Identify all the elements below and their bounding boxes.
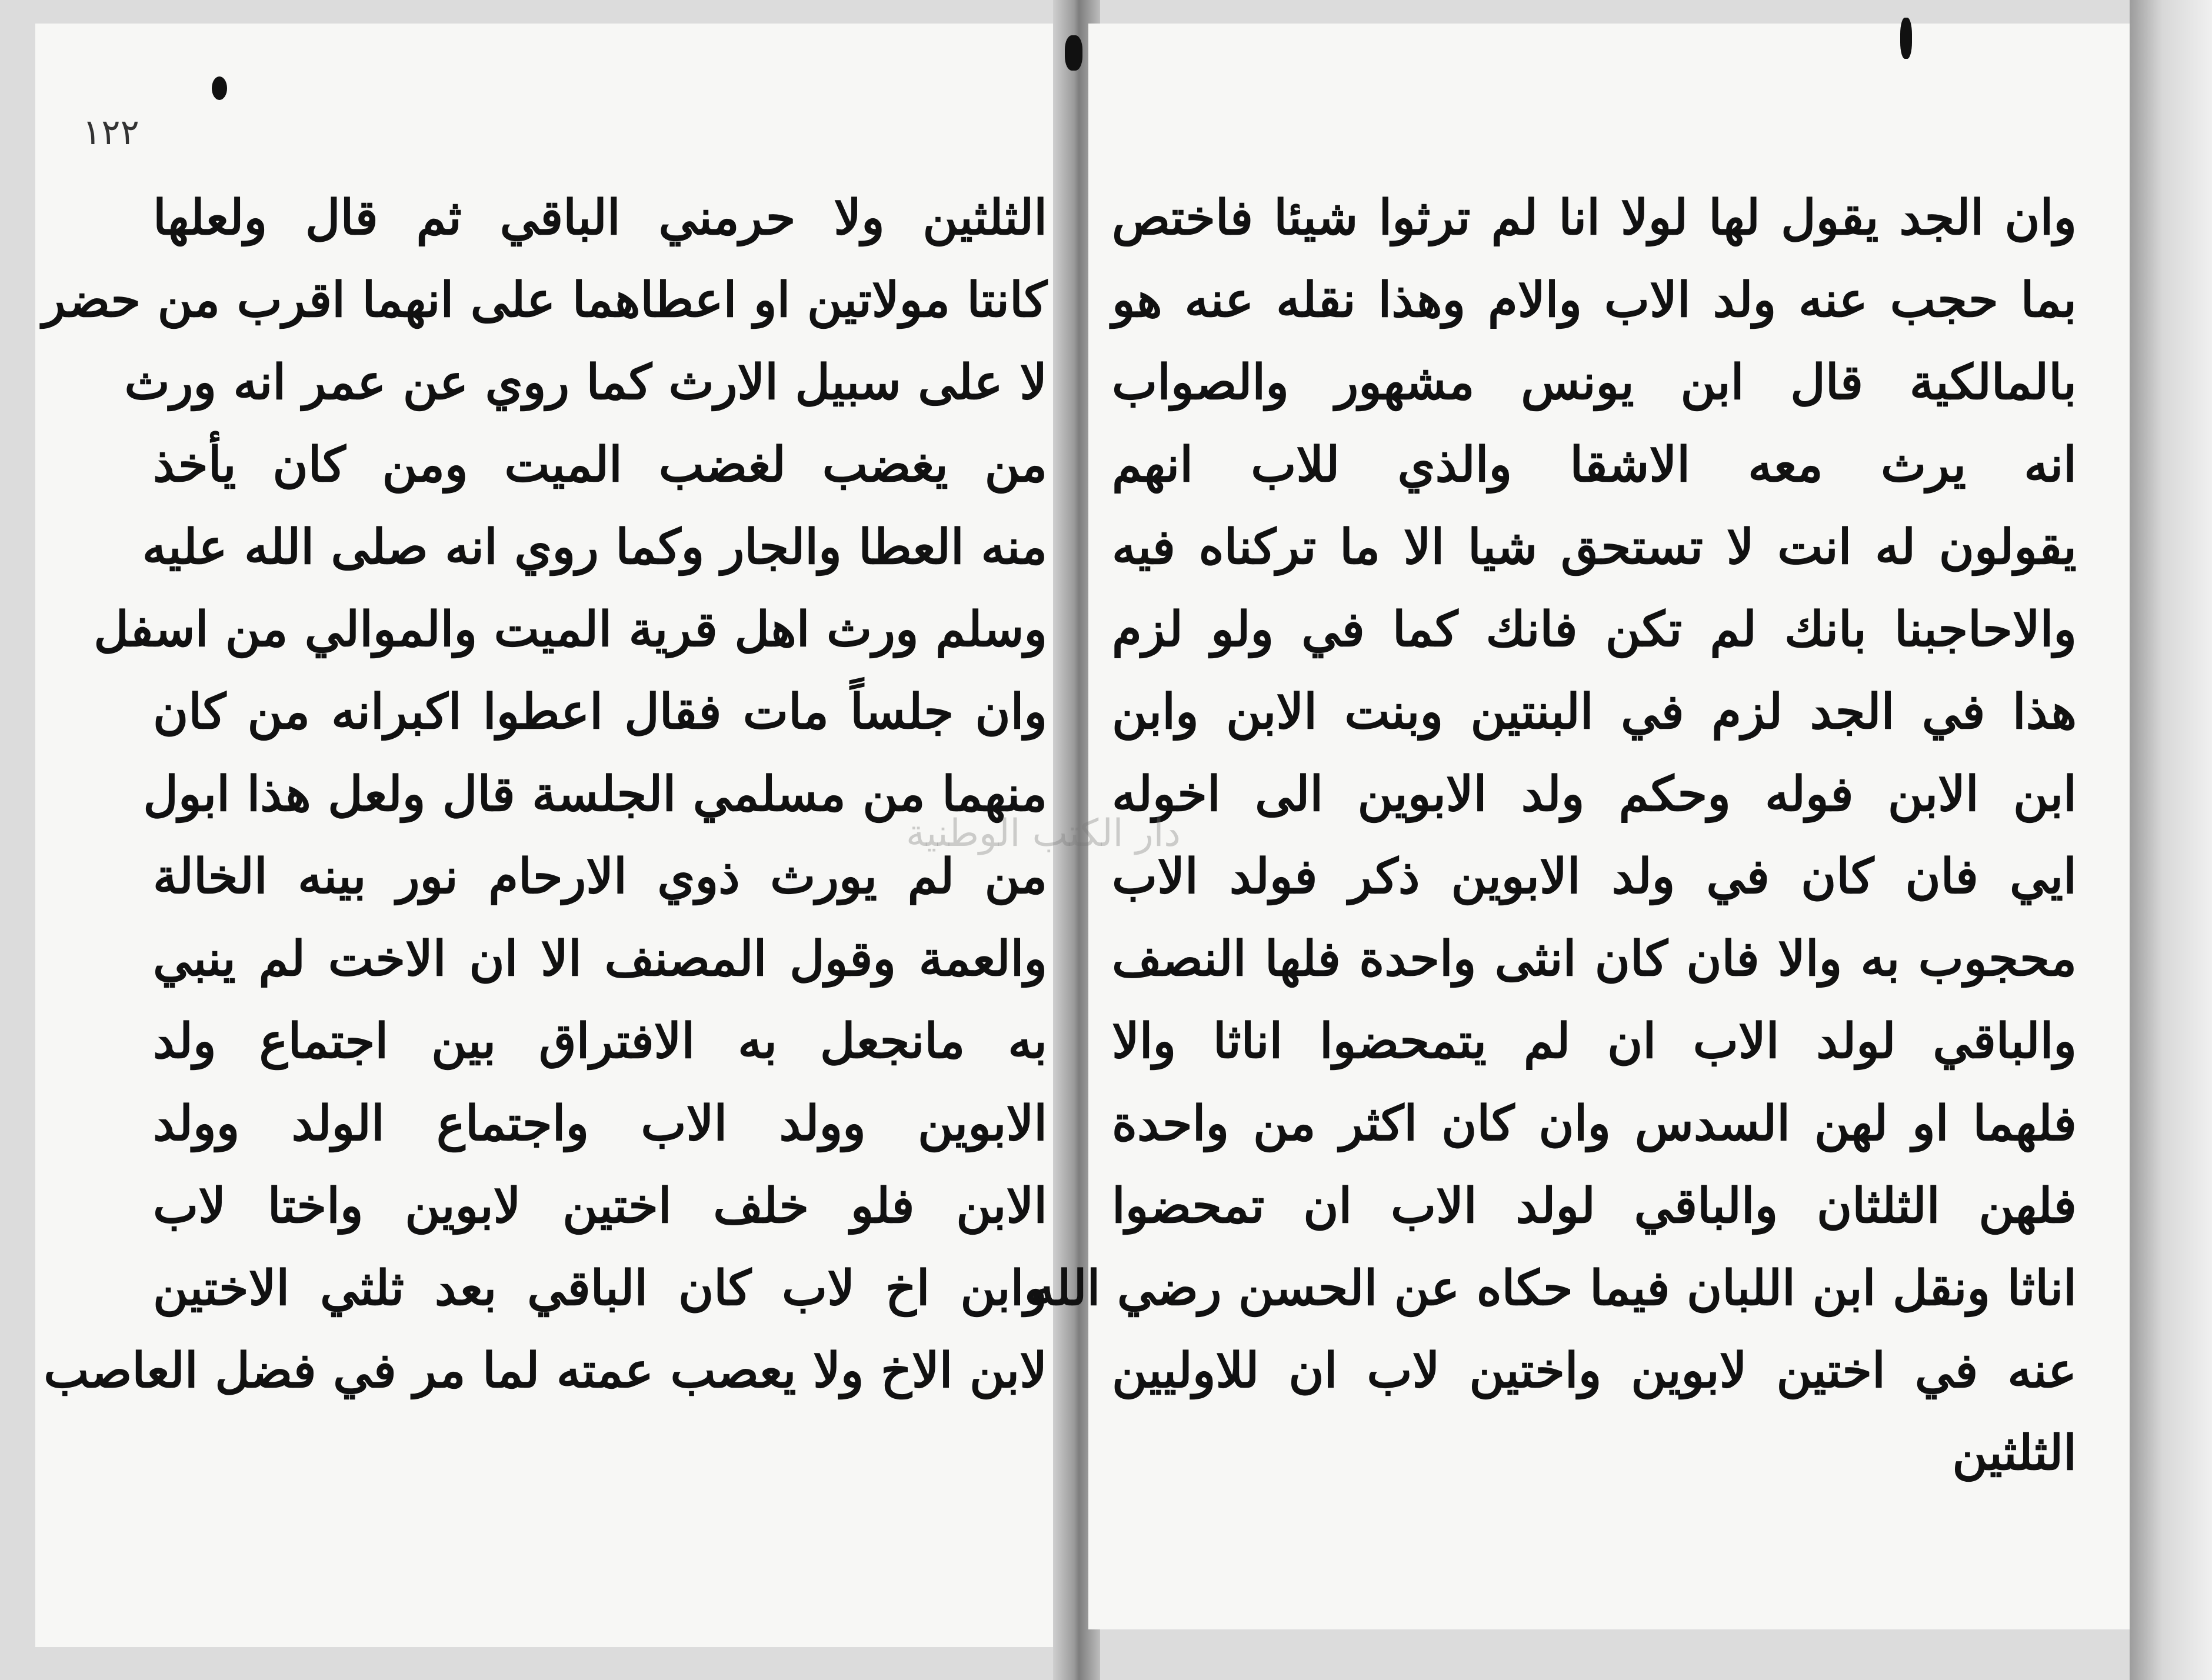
ink-blot <box>1900 18 1912 59</box>
left-line-10: والعمة وقول المصنف الا ان الاخت لم ينبي <box>153 931 1047 987</box>
right-line-15: عنه في اختين لابوين واختين لاب ان للاوليين <box>1112 1342 2077 1399</box>
left-line-13: الابن فلو خلف اختين لابوين واختا لاب <box>153 1178 1047 1234</box>
left-line-6: وسلم ورث اهل قرية الميت والموالي من اسفل <box>94 601 1047 658</box>
library-watermark: دار الكتب الوطنية <box>906 812 1181 855</box>
left-page-text <box>42 176 1047 1412</box>
left-line-8: منهما من مسلمي الجلسة قال ولعل هذا ابول <box>143 766 1047 822</box>
right-line-6: والاحاجبنا بانك لم تكن فانك كما في ولو لزم <box>1112 601 2077 658</box>
right-line-12: فلهما او لهن السدس وان كان اكثر من واحدة <box>1112 1095 2077 1152</box>
folio-number: ١٢٢ <box>82 112 139 153</box>
left-line-7: وان جلساً مات فقال اعطوا اكبرانه من كان <box>153 684 1047 740</box>
left-line-12: الابوين وولد الاب واجتماع الولد وولد <box>153 1095 1047 1152</box>
ink-blot <box>212 76 227 100</box>
right-line-9: ايي فان كان في ولد الابوين ذكر فولد الاب <box>1112 848 2077 905</box>
left-line-1: الثلثين ولا حرمني الباقي ثم قال ولعلها <box>153 189 1047 246</box>
right-line-2: بما حجب عنه ولد الاب والام وهذا نقله عنه هو <box>1112 272 2077 328</box>
left-line-11: به مانجعل به الافتراق بين اجتماع ولد <box>153 1013 1047 1069</box>
right-line-4: انه يرث معه الاشقا والذي للاب انهم <box>1112 436 2077 493</box>
left-line-4: من يغضب لغضب الميت ومن كان يأخذ <box>153 436 1047 493</box>
left-line-15: لابن الاخ ولا يعصب عمته لما مر في فضل العاصب <box>44 1342 1047 1399</box>
left-line-5: منه العطا والجار وكما روي انه صلى الله عليه <box>142 519 1047 575</box>
right-line-1: وان الجد يقول لها لولا انا لم ترثوا شيئا فاختص <box>1112 189 2077 246</box>
right-line-10: محجوب به والا فان كان انثى واحدة فلها النصف <box>1112 931 2077 987</box>
left-line-2: كانتا مولاتين او اعطاهما على انهما اقرب من حضر <box>42 272 1047 328</box>
right-line-3: بالمالكية قال ابن يونس مشهور والصواب <box>1112 354 2077 411</box>
left-line-9: من لم يورث ذوي الارحام نور بينه الخالة <box>153 848 1047 905</box>
page-edge-shadow <box>2130 0 2212 1680</box>
right-line-11: والباقي لولد الاب ان لم يتمحضوا اناثا والا <box>1112 1013 2077 1069</box>
right-line-5: يقولون له انت لا تستحق شيا الا ما تركناه فيه <box>1112 519 2077 575</box>
right-line-16: الثلثين <box>1952 1425 2077 1481</box>
right-line-8: ابن الابن فوله وحكم ولد الابوين الى اخوله <box>1112 766 2077 822</box>
ink-blot <box>1065 35 1082 71</box>
right-line-13: فلهن الثلثان والباقي لولد الاب ان تمحضوا <box>1112 1178 2077 1234</box>
left-line-14: وابن اخ لاب كان الباقي بعد ثلثي الاختين <box>153 1260 1047 1316</box>
left-line-3: لا على سبيل الارث كما روي عن عمر انه ورث <box>124 354 1047 411</box>
right-line-14: اناثا ونقل ابن اللبان فيما حكاه عن الحسن رضي الله <box>1030 1260 2077 1316</box>
left-page <box>35 24 1059 1647</box>
right-line-7: هذا في الجد لزم في البنتين وبنت الابن وابن <box>1112 684 2077 740</box>
